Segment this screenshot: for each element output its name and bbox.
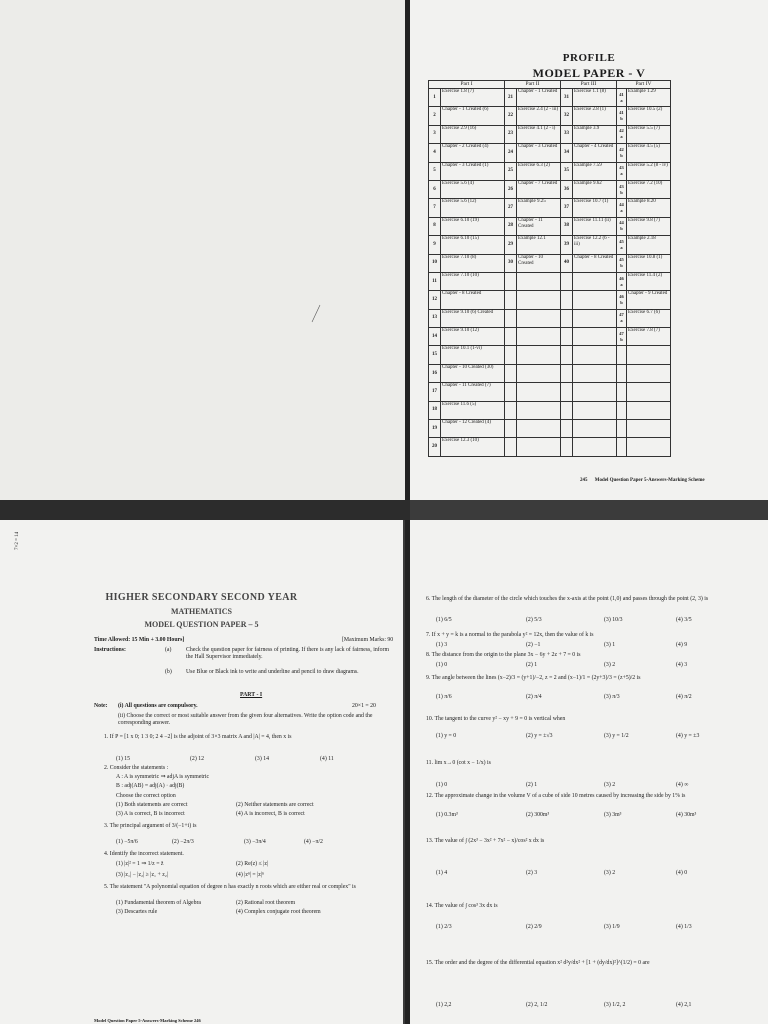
empty-cell (561, 309, 573, 327)
q2-option-3: (3) A is correct, B is incorrect (116, 811, 185, 817)
question-source: Exercise 11.11 (ii) (573, 217, 617, 235)
question-source: Exercise 10.8 (1) (627, 254, 671, 272)
q4-option-4: (4) |zⁿ| = |z|ⁿ (236, 872, 264, 878)
question-number: 3 (429, 125, 441, 143)
page-mark (0, 0, 405, 500)
q10-option-3: (3) y = 1/2 (604, 733, 629, 739)
question-number: 46 b (617, 291, 627, 309)
q2-option-4: (4) A is incorrect, B is correct (236, 811, 305, 817)
question-number: 37 (561, 199, 573, 217)
q8-option-4: (4) 3 (676, 662, 688, 668)
question-source: Exercise 7.8 (7) (627, 328, 671, 346)
page-footer-left: Model Question Paper 5-Answers-Marking Scheme 246 (94, 1018, 201, 1023)
question-source: Exercise 4.1 (2 - i) (517, 125, 561, 143)
q11-option-2: (2) 1 (526, 782, 538, 788)
subject-heading: MATHEMATICS (170, 607, 233, 616)
q14-option-3: (3) 1/9 (604, 924, 620, 930)
question-source: Example 9.25 (517, 199, 561, 217)
q3-option-4: (4) −π/2 (304, 839, 323, 845)
q1-option-4: (4) 11 (320, 756, 334, 762)
question-source: Exercise 5.6 (4) (441, 180, 505, 198)
question-number: 41 a (617, 89, 627, 107)
question-2: 2. Consider the statements : (104, 765, 169, 771)
q3-option-3: (3) −3π/4 (244, 839, 266, 845)
question-3: 3. The principal argument of 3/(−1+i) is (104, 823, 197, 829)
question-number: 45 b (617, 254, 627, 272)
question-number: 35 (561, 162, 573, 180)
blank-page (0, 0, 405, 500)
question-source: Exercise 10.1 (1-vi) (441, 346, 505, 364)
q13-option-2: (2) 3 (526, 870, 538, 876)
question-source: Example 12.1 (517, 236, 561, 254)
profile-row (429, 383, 671, 401)
question-source: Chapter - 10 Created (517, 254, 561, 272)
profile-title: PROFILE (562, 52, 616, 64)
q10-option-1: (1) y = 0 (436, 733, 457, 739)
question-source: Example 2.18 (627, 236, 671, 254)
empty-cell (627, 346, 671, 364)
q9-option-2: (2) π/4 (526, 694, 542, 700)
empty-cell (505, 420, 517, 438)
empty-cell (505, 328, 517, 346)
question-number: 39 (561, 236, 573, 254)
q8-option-3: (3) 2 (604, 662, 616, 668)
profile-row (429, 438, 671, 456)
q10-option-4: (4) y = ±3 (676, 733, 700, 739)
empty-cell (517, 364, 561, 382)
question-source: Chapter - 12 Created (4) (441, 420, 505, 438)
question-source: Example 9.62 (573, 180, 617, 198)
question-number: 15 (429, 346, 441, 364)
empty-cell (561, 272, 573, 290)
profile-subtitle: MODEL PAPER - V (532, 66, 646, 80)
question-number: 14 (429, 328, 441, 346)
q2-statement-b: B : adj(AB) = adj(A) · adj(B) (116, 783, 185, 789)
question-number: 7 (429, 199, 441, 217)
question-number: 45 a (617, 236, 627, 254)
profile-row (429, 420, 671, 438)
question-source: Chapter - 11 Created (7) (441, 383, 505, 401)
question-number: 26 (505, 180, 517, 198)
question-source: Exercise 6.7 (6) (627, 309, 671, 327)
q15-option-4: (4) 2,1 (676, 1002, 692, 1008)
question-source: Exercise 6.10 (19) (441, 217, 505, 235)
question-number: 47 b (617, 328, 627, 346)
empty-cell (617, 346, 627, 364)
profile-row (429, 125, 671, 143)
q9-option-1: (1) π/6 (436, 694, 452, 700)
q5-option-1: (1) Fundamental theorem of Algebra (116, 900, 201, 906)
question-6: 6. The length of the diameter of the circle which touches the x-axis at the point (1,0) and passes through the point (2, 3) is (426, 596, 709, 602)
question-number: 25 (505, 162, 517, 180)
question-source: Chapter - 4 Created (573, 144, 617, 162)
q6-option-3: (3) 10/3 (604, 617, 623, 623)
q7-option-2: (2) −1 (526, 642, 541, 648)
question-paper-page (0, 520, 403, 1024)
question-number: 18 (429, 401, 441, 419)
question-number: 43 a (617, 162, 627, 180)
question-source: Exercise 12.3 (10) (441, 438, 505, 456)
profile-row (429, 254, 671, 272)
empty-cell (573, 346, 617, 364)
empty-cell (573, 401, 617, 419)
q3-option-2: (2) −2π/3 (172, 839, 194, 845)
profile-row (429, 291, 671, 309)
question-number: 21 (505, 89, 517, 107)
question-number: 12 (429, 291, 441, 309)
q6-option-1: (1) 6/5 (436, 617, 452, 623)
empty-cell (505, 364, 517, 382)
question-number: 27 (505, 199, 517, 217)
q13-option-1: (1) 4 (436, 870, 448, 876)
q2-choose: Choose the correct option (116, 793, 176, 799)
empty-cell (505, 272, 517, 290)
question-number: 34 (561, 144, 573, 162)
empty-cell (517, 346, 561, 364)
q4-option-3: (3) |z₁| − |z₂| ≥ |z₁ + z₂| (116, 872, 168, 878)
question-number: 30 (505, 254, 517, 272)
empty-cell (561, 420, 573, 438)
empty-cell (517, 383, 561, 401)
question-number: 33 (561, 125, 573, 143)
page-gap (0, 500, 410, 520)
empty-cell (561, 438, 573, 456)
empty-cell (627, 438, 671, 456)
question-source: Chapter - 2 Created (4) (441, 144, 505, 162)
question-source: Chapter - 9 Created (627, 291, 671, 309)
q8-option-2: (2) 1 (526, 662, 538, 668)
q13-option-3: (3) 2 (604, 870, 616, 876)
time-allowed: Time Allowed: 15 Min + 3.00 Hours] (94, 637, 185, 643)
profile-row (429, 199, 671, 217)
question-13: 13. The value of ∫ (2x³ − 3x² + 7x² − x)/cos² x dx is (426, 838, 545, 844)
question-number: 1 (429, 89, 441, 107)
q12-option-4: (4) 30m³ (676, 812, 697, 818)
profile-row (429, 162, 671, 180)
question-source: Exercise 7.10 (8) (441, 254, 505, 272)
question-5: 5. The statement "A polynomial equation of degree n has exactly n roots which are either real or complex" is (104, 884, 356, 890)
q2-statement-a: A : A is symmetric ⇒ adjA is symmetric (116, 774, 210, 780)
school-heading: HIGHER SECONDARY SECOND YEAR (105, 592, 298, 603)
empty-cell (561, 364, 573, 382)
empty-cell (561, 346, 573, 364)
question-page-continued (410, 520, 768, 1024)
question-source: Exercise 1.8 (7) (441, 89, 505, 107)
profile-row (429, 107, 671, 125)
question-source: Exercise 5.2 (8 - iv) (627, 162, 671, 180)
question-number: 20 (429, 438, 441, 456)
q12-option-3: (3) 3m³ (604, 812, 622, 818)
profile-row (429, 346, 671, 364)
empty-cell (627, 401, 671, 419)
question-15: 15. The order and the degree of the differential equation x² d²y/dx² + [1 + (dy/dx)²]^(1/2) = 0 are (426, 960, 650, 966)
empty-cell (517, 272, 561, 290)
question-source: Exercise 10.5 (2) (627, 107, 671, 125)
question-number: 23 (505, 125, 517, 143)
q5-option-2: (2) Rational root theorem (236, 900, 296, 906)
empty-cell (627, 364, 671, 382)
q15-option-2: (2) 2, 1/2 (526, 1002, 548, 1008)
profile-row (429, 328, 671, 346)
question-source: Exercise 6.3 (2) (517, 162, 561, 180)
question-source: Exercise 5.5 (7) (627, 125, 671, 143)
question-9: 9. The angle between the lines (x−2)/3 = (y+1)/−2, z = 2 and (x−1)/1 = (2y+3)/3 = (z+5)/2 is (426, 675, 641, 681)
profile-page (410, 0, 768, 500)
question-number: 32 (561, 107, 573, 125)
q3-option-1: (1) −5π/6 (116, 839, 138, 845)
question-number: 38 (561, 217, 573, 235)
q4-option-2: (2) Re(z) ≤ |z| (236, 861, 269, 867)
question-source: Exercise 9.10 (12) (441, 328, 505, 346)
empty-cell (505, 401, 517, 419)
question-number: 29 (505, 236, 517, 254)
empty-cell (517, 401, 561, 419)
note-label: Note: (94, 703, 108, 709)
side-marks: 7×2 = 14 (15, 531, 20, 550)
instruction-b: Use Blue or Black ink to write and underline and pencil to draw diagrams. (186, 669, 359, 675)
q4-option-1: (1) |z|² = 1 ⇒ 1/z = z̄ (116, 861, 164, 867)
empty-cell (505, 291, 517, 309)
empty-cell (517, 328, 561, 346)
profile-table (428, 80, 671, 457)
q1-option-2: (2) 12 (190, 756, 205, 762)
question-11: 11. lim x→0 (cot x − 1/x) is (426, 760, 491, 766)
profile-row (429, 144, 671, 162)
question-number: 6 (429, 180, 441, 198)
question-source: Chapter - 1 Created (6) (441, 107, 505, 125)
empty-cell (517, 291, 561, 309)
question-number: 5 (429, 162, 441, 180)
profile-row (429, 236, 671, 254)
part-heading: PART - I (240, 692, 263, 698)
empty-cell (573, 383, 617, 401)
question-number: 24 (505, 144, 517, 162)
question-source: Exercise 2.8 (1) (573, 107, 617, 125)
question-number: 10 (429, 254, 441, 272)
question-source: Exercise 5.6 (12) (441, 199, 505, 217)
q7-option-1: (1) 3 (436, 642, 448, 648)
question-number: 8 (429, 217, 441, 235)
question-number: 9 (429, 236, 441, 254)
profile-row (429, 309, 671, 327)
q5-option-4: (4) Complex conjugate root theorem (236, 909, 321, 915)
question-source: Exercise 11.6 (5) (441, 401, 505, 419)
question-source: Exercise 11.4 (2) (627, 272, 671, 290)
q12-option-1: (1) 0.3m³ (436, 812, 458, 818)
empty-cell (573, 438, 617, 456)
question-source: Example 8.20 (627, 199, 671, 217)
empty-cell (617, 364, 627, 382)
profile-row (429, 180, 671, 198)
question-number: 2 (429, 107, 441, 125)
q5-option-3: (3) Descartes rule (116, 909, 158, 915)
q9-option-4: (4) π/2 (676, 694, 692, 700)
maximum-marks: [Maximum Marks: 90 (342, 637, 394, 643)
instruction-b-key: (b) (165, 669, 172, 675)
question-number: 4 (429, 144, 441, 162)
question-14: 14. The value of ∫ cos³ 3x dx is (426, 903, 498, 909)
profile-row (429, 217, 671, 235)
q9-option-3: (3) π/3 (604, 694, 620, 700)
question-source: Example 1.29 (627, 89, 671, 107)
empty-cell (505, 346, 517, 364)
question-source: Chapter - 11 Created (517, 217, 561, 235)
question-number: 46 a (617, 272, 627, 290)
empty-cell (617, 438, 627, 456)
q6-option-2: (2) 5/3 (526, 617, 542, 623)
q13-option-4: (4) 0 (676, 870, 688, 876)
header-part-3: Part III (561, 81, 617, 89)
question-8: 8. The distance from the origin to the plane 3x − 6y + 2z + 7 = 0 is (426, 652, 581, 658)
footer-text: Model Question Paper 5-Answers-Marking Scheme (594, 478, 705, 483)
question-source: Chapter - 3 Created (1) (441, 162, 505, 180)
question-7: 7. If x + y = k is a normal to the parabola y² = 12x, then the value of k is (426, 632, 594, 638)
empty-cell (505, 438, 517, 456)
question-source: Example 7.59 (573, 162, 617, 180)
question-source: Exercise 2.4 (2 - iii) (517, 107, 561, 125)
question-number: 47 a (617, 309, 627, 327)
empty-cell (617, 401, 627, 419)
header-part-1: Part I (429, 81, 505, 89)
question-4: 4. Identify the incorrect statement. (104, 851, 184, 857)
question-number: 42 b (617, 144, 627, 162)
q11-option-1: (1) 0 (436, 782, 448, 788)
question-source: Exercise 12.2 (6 - iii) (573, 236, 617, 254)
question-source: Chapter - 8 Created (573, 254, 617, 272)
profile-row (429, 89, 671, 107)
q14-option-1: (1) 2/3 (436, 924, 452, 930)
question-number: 44 a (617, 199, 627, 217)
q14-option-2: (2) 2/9 (526, 924, 542, 930)
q11-option-3: (3) 2 (604, 782, 616, 788)
empty-cell (517, 438, 561, 456)
empty-cell (573, 309, 617, 327)
header-part-2: Part II (505, 81, 561, 89)
profile-row (429, 272, 671, 290)
question-source: Example 3.9 (573, 125, 617, 143)
q2-option-1: (1) Both statements are correct (116, 802, 188, 808)
q15-option-3: (3) 1/2, 2 (604, 1002, 626, 1008)
empty-cell (505, 383, 517, 401)
q8-option-1: (1) 0 (436, 662, 448, 668)
question-number: 19 (429, 420, 441, 438)
empty-cell (617, 420, 627, 438)
question-source: Chapter - 1 Created (517, 89, 561, 107)
question-number: 42 a (617, 125, 627, 143)
question-source: Chapter - 3 Created (517, 144, 561, 162)
note-ii: (ii) Choose the correct or most suitable answer from the given four alternatives. Write the option code and the corresponding answer. (118, 713, 373, 726)
empty-cell (561, 401, 573, 419)
question-source: Exercise 2.9 (16) (441, 125, 505, 143)
empty-cell (573, 272, 617, 290)
empty-cell (573, 291, 617, 309)
empty-cell (573, 364, 617, 382)
empty-cell (617, 383, 627, 401)
question-source: Exercise 4.5 (5) (627, 144, 671, 162)
profile-row (429, 401, 671, 419)
profile-row (429, 364, 671, 382)
instructions-label: Instructions: (94, 647, 126, 653)
empty-cell (561, 291, 573, 309)
header-part-4: Part IV (617, 81, 671, 89)
question-source: Exercise 1.1 (8) (573, 89, 617, 107)
page-number: 245 (580, 478, 588, 483)
question-number: 22 (505, 107, 517, 125)
note-marks: 20×1 = 20 (352, 703, 376, 709)
question-source: Exercise 6.10 (15) (441, 236, 505, 254)
question-number: 36 (561, 180, 573, 198)
question-source: Exercise 10.7 (1) (573, 199, 617, 217)
question-source: Exercise 9.10 (6) Created (441, 309, 505, 327)
q1-option-1: (1) 15 (116, 756, 131, 762)
question-number: 11 (429, 272, 441, 290)
empty-cell (561, 383, 573, 401)
instruction-a-key: (a) (165, 647, 172, 653)
q6-option-4: (4) 3/5 (676, 617, 692, 623)
empty-cell (517, 309, 561, 327)
question-source: Exercise 7.10 (10) (441, 272, 505, 290)
q12-option-2: (2) 300m³ (526, 812, 550, 818)
page-footer (580, 478, 705, 483)
empty-cell (573, 328, 617, 346)
q2-option-2: (2) Neither statements are correct (236, 802, 314, 808)
question-1: 1. If P = [1 x 0; 1 3 0; 2 4 −2] is the adjoint of 3×3 matrix A and |A| = 4, then x is (104, 734, 292, 740)
question-number: 28 (505, 217, 517, 235)
empty-cell (627, 383, 671, 401)
question-source: Exercise 7.2 (10) (627, 180, 671, 198)
empty-cell (505, 309, 517, 327)
question-number: 17 (429, 383, 441, 401)
paper-title: MODEL QUESTION PAPER – 5 (144, 620, 259, 629)
q10-option-2: (2) y = ±√3 (526, 733, 553, 739)
question-source: Exercise 9.8 (7) (627, 217, 671, 235)
question-12: 12. The approximate change in the volume V of a cube of side 10 metres caused by increasing the side by 1% is (426, 793, 686, 799)
q7-option-3: (3) 1 (604, 642, 616, 648)
q14-option-4: (4) 1/3 (676, 924, 692, 930)
question-number: 31 (561, 89, 573, 107)
empty-cell (627, 420, 671, 438)
empty-cell (573, 420, 617, 438)
profile-body (429, 89, 671, 457)
question-source: Chapter - 7 Created (517, 180, 561, 198)
question-10: 10. The tangent to the curve y² − xy + 9 = 0 is vertical when (426, 716, 566, 722)
question-number: 13 (429, 309, 441, 327)
empty-cell (517, 420, 561, 438)
question-number: 41 b (617, 107, 627, 125)
instruction-a: Check the question paper for fairness of printing. If there is any lack of fairness, inform the Hall Supervisor immediately. (186, 647, 389, 660)
question-number: 44 b (617, 217, 627, 235)
q11-option-4: (4) ∞ (676, 782, 689, 788)
question-source: Chapter - 10 Created (30) (441, 364, 505, 382)
question-number: 43 b (617, 180, 627, 198)
question-number: 40 (561, 254, 573, 272)
note-i: (i) All questions are compulsory. (118, 703, 198, 709)
question-number: 16 (429, 364, 441, 382)
question-source: Chapter - 8 Created (441, 291, 505, 309)
empty-cell (561, 328, 573, 346)
q15-option-1: (1) 2,2 (436, 1002, 452, 1008)
q7-option-4: (4) 9 (676, 642, 688, 648)
q1-option-3: (3) 14 (255, 756, 270, 762)
